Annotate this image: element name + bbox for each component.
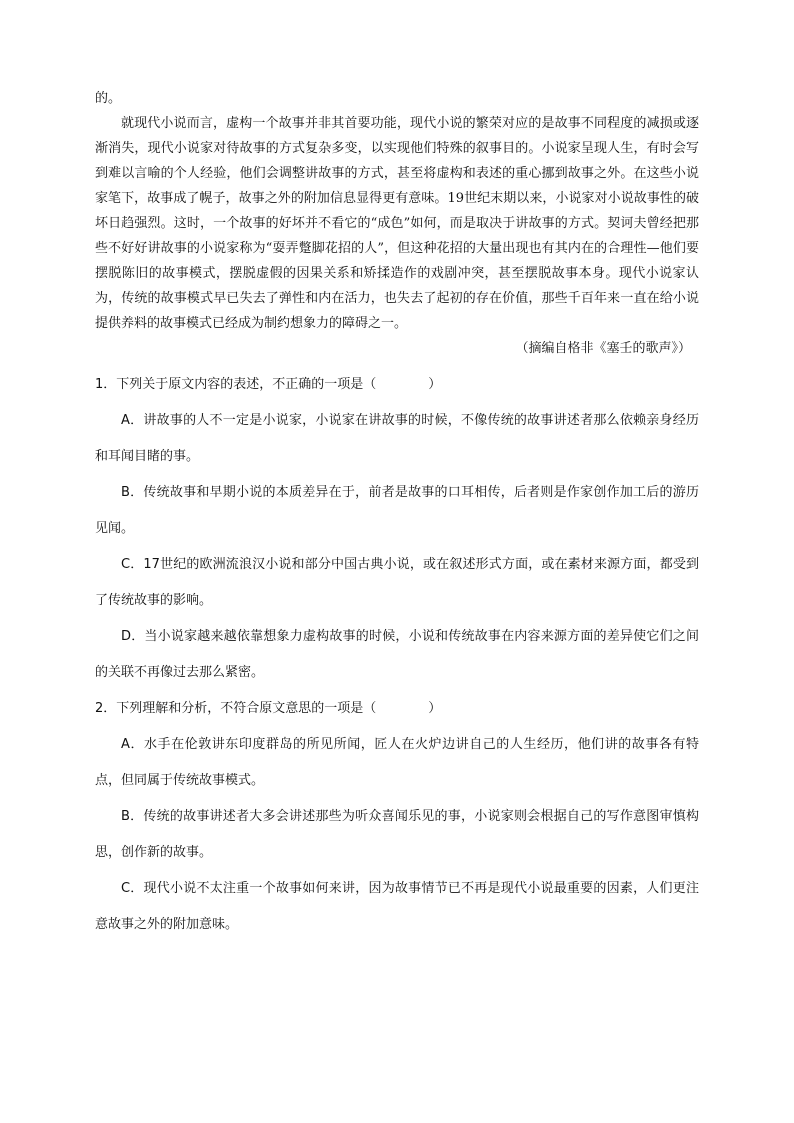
- option-b: B．传统故事和早期小说的本质差异在于，前者是故事的口耳相传，后者则是作家创作加工后的游历见闻。: [95, 485, 699, 536]
- option-c: C．17世纪的欧洲流浪汉小说和部分中国古典小说，或在叙述形式方面，或在素材来源方面，都受到了传统故事的影响。: [95, 557, 699, 608]
- question-1: [95, 367, 699, 691]
- option-b: B．传统的故事讲述者大多会讲述那些为听众喜闻乐见的事，小说家则会根据自己的写作意图审慎构思，创作新的故事。: [95, 809, 699, 860]
- passage-source: （摘编自格非《塞壬的歌声》）: [515, 341, 691, 356]
- document-page: [95, 86, 699, 943]
- passage-paragraph-continued: 的。: [95, 91, 122, 106]
- question-stem-text: 1．下列关于原文内容的表述，不正确的一项是（: [95, 377, 377, 392]
- passage-paragraph: 就现代小说而言，虚构一个故事并非其首要功能，现代小说的繁荣对应的是故事不同程度的减损或逐渐消失，现代小说家对待故事的方式复杂多变，以实现他们特殊的叙事目的。小说家呈现人生，有时会写到难以言喻的个人经验，他们会调整讲故事的方式，甚至将虚构和表述的重心挪到故事之外。在这些小说家笔下，故事成了幌子，故事之外的附加信息显得更有意味。19世纪末期以来，小说家对小说故事性的破坏日趋强烈。这时，一个故事的好坏并不看它的“成色”如何，而是取决于讲故事的方式。契诃夫曾经把那些不好好讲故事的小说家称为“耍弄蹩脚花招的人”，但这种花招的大量出现也有其内在的合理性—他们要摆脱陈旧的故事模式，摆脱虚假的因果关系和矫揉造作的戏剧冲突，甚至摆脱故事本身。现代小说家认为，传统的故事模式早已失去了弹性和内在活力，也失去了起初的存在价值，那些千百年来一直在给小说提供养料的故事模式已经成为制约想象力的障碍之一。: [95, 116, 699, 331]
- question-stem: [95, 691, 699, 727]
- question-stem-close: ）: [428, 701, 442, 716]
- question-list: [95, 367, 699, 943]
- reading-passage: [95, 86, 699, 361]
- option-d: D．当小说家越来越依靠想象力虚构故事的时候，小说和传统故事在内容来源方面的差异使它们之间的关联不再像过去那么紧密。: [95, 629, 699, 680]
- question-stem-text: 2．下列理解和分析，不符合原文意思的一项是（: [95, 701, 377, 716]
- option-c: C．现代小说不太注重一个故事如何来讲，因为故事情节已不再是现代小说最重要的因素，人们更注意故事之外的附加意味。: [95, 881, 699, 932]
- question-stem: [95, 367, 699, 403]
- option-a: A．水手在伦敦讲东印度群岛的所见所闻，匠人在火炉边讲自己的人生经历，他们讲的故事各有特点，但同属于传统故事模式。: [95, 737, 699, 788]
- question-stem-close: ）: [428, 377, 442, 392]
- option-a: A．讲故事的人不一定是小说家，小说家在讲故事的时候，不像传统的故事讲述者那么依赖亲身经历和耳闻目睹的事。: [95, 413, 699, 464]
- question-2: [95, 691, 699, 943]
